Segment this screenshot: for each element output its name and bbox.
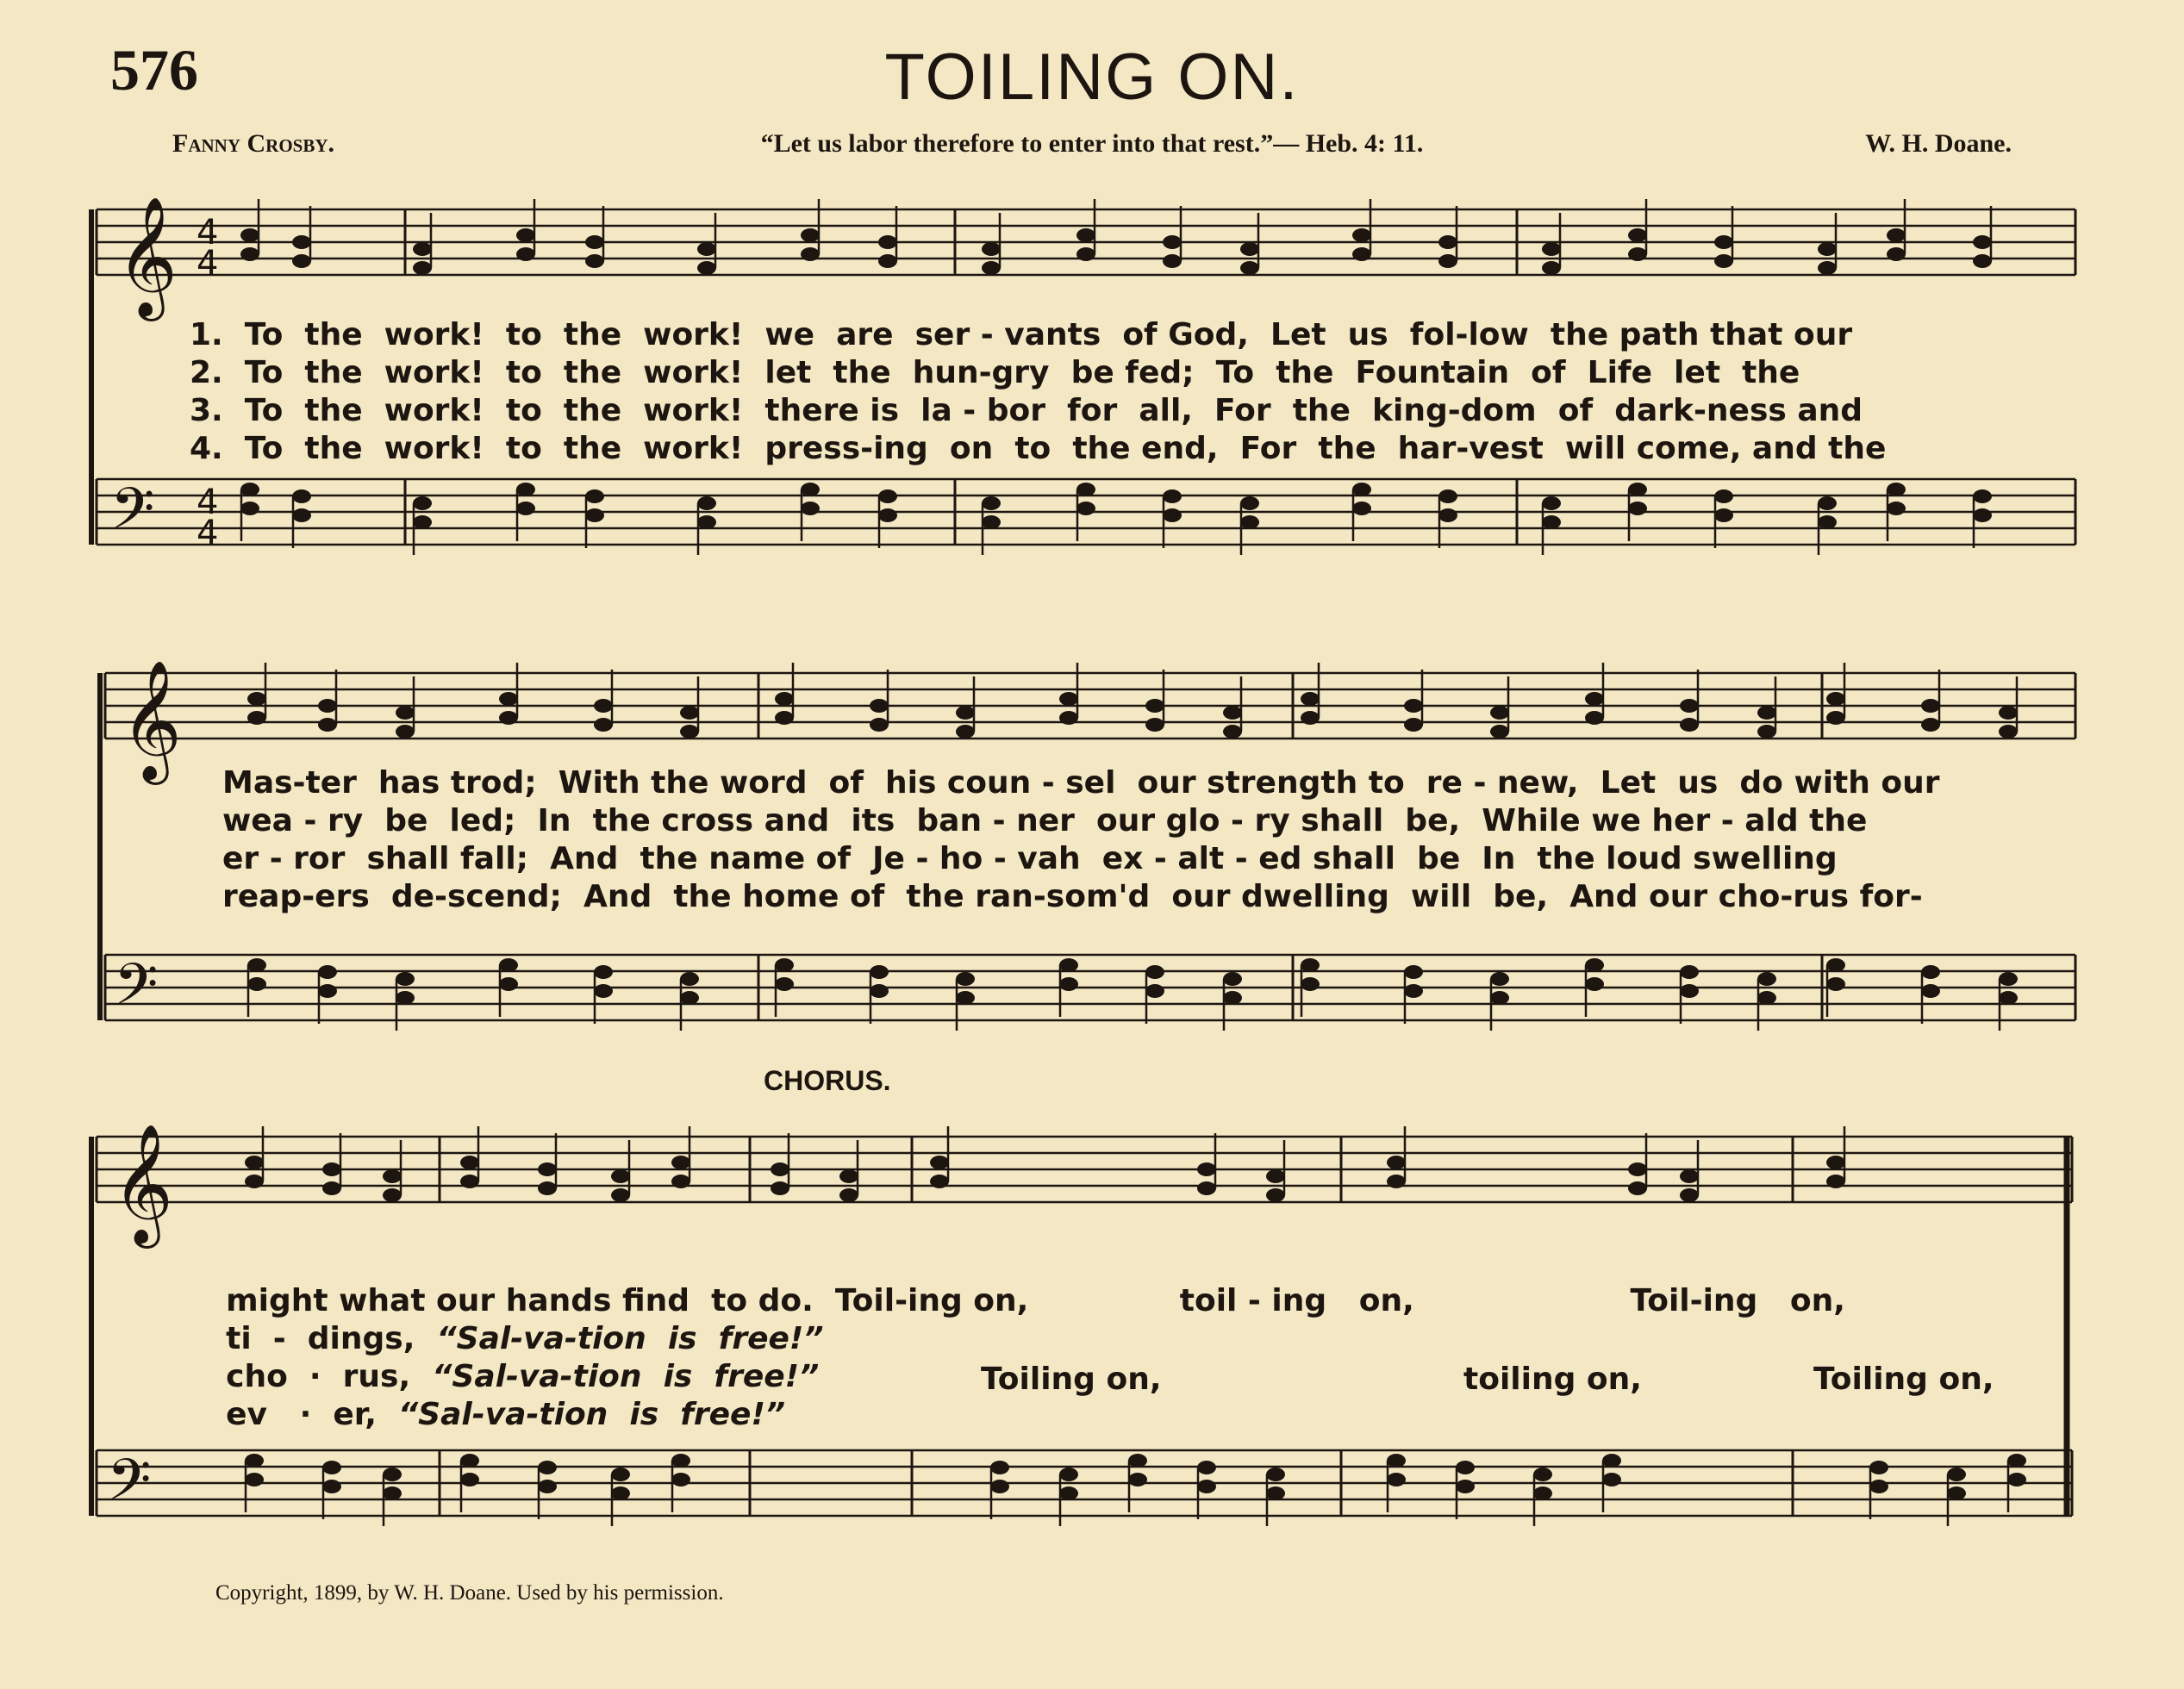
system1-bass-note: [292, 508, 311, 522]
system2-bass-note: [594, 965, 613, 979]
system2-bass-note: [1145, 965, 1164, 979]
bass-clef-icon: 𝄢: [110, 476, 155, 556]
system1-bass-note: [1887, 502, 1906, 515]
system1-treble-note: [516, 247, 535, 261]
system3-treble-note: [1680, 1169, 1699, 1183]
system1-treble-note: [801, 247, 820, 261]
system2-bass-note: [1585, 977, 1604, 991]
system1-treble-note: [1628, 228, 1647, 242]
system2-bass-note: [1301, 977, 1320, 991]
system3-treble-note: [383, 1188, 402, 1202]
verse-4-line-1: 4. To the work! to the work! press-ing on to the end, For the har-vest will come, and the: [190, 431, 1887, 466]
system3-bass-note: [2007, 1473, 2026, 1486]
system3-treble-note: [245, 1175, 264, 1188]
system2-treble-note: [1223, 706, 1242, 720]
system2-treble-note: [680, 725, 699, 739]
system1-treble-note: [240, 247, 259, 261]
system3-bass-note: [990, 1480, 1009, 1493]
system1-bass-note: [240, 483, 259, 496]
system2-treble-note: [1059, 692, 1078, 706]
system1-bass-note: [1818, 515, 1837, 529]
system3-treble-note: [322, 1162, 341, 1176]
system2-bass-note: [870, 984, 889, 998]
system3-treble-note: [611, 1188, 630, 1202]
system1-bass-note: [878, 489, 897, 503]
system1-bass-note: [1714, 508, 1733, 522]
system2-bass-note: [1223, 991, 1242, 1005]
system3-bass-note: [1059, 1468, 1078, 1481]
system3-bass-note: [1456, 1461, 1475, 1474]
system2-bass-note: [594, 984, 613, 998]
system3-treble-note: [1628, 1162, 1647, 1176]
system3-bass-note: [1266, 1486, 1285, 1500]
system3-bass-note: [1602, 1454, 1621, 1468]
system1-bass-note: [1163, 508, 1182, 522]
system2-bass-note: [1404, 984, 1423, 998]
system3-treble-note: [1197, 1162, 1216, 1176]
system2-treble-note: [1404, 699, 1423, 713]
system1-treble-note: [1076, 247, 1095, 261]
system2-treble-note: [1999, 725, 2018, 739]
system1-bass-note: [801, 483, 820, 496]
system3-bass-note: [460, 1473, 479, 1486]
verse-2-line-2: wea - ry be led; In the cross and its ban - ner our glo - ry shall be, While we her - ald the: [222, 803, 1868, 838]
chorus-label: CHORUS.: [764, 1065, 891, 1096]
system2-bass-note: [870, 965, 889, 979]
system2-bass-note: [1490, 972, 1509, 986]
system3-treble-note: [671, 1175, 690, 1188]
system2-treble-note: [870, 718, 889, 732]
system2-treble-note: [247, 692, 266, 706]
system2-treble-note: [1223, 725, 1242, 739]
system3-bass-note: [1947, 1468, 1966, 1481]
system2-treble-note: [247, 711, 266, 725]
system1-treble-note: [878, 254, 897, 268]
system3-treble-note: [771, 1162, 789, 1176]
lyricist-credit: Fanny Crosby.: [172, 129, 335, 158]
system3-treble-note: [839, 1188, 858, 1202]
system1-treble-note: [1887, 228, 1906, 242]
system3-treble-note: [1197, 1181, 1216, 1195]
bass-clef-icon: 𝄢: [114, 951, 159, 1031]
bass-chorus-word-2: toiling on,: [1463, 1362, 1642, 1397]
verse-3-line-1: 3. To the work! to the work! there is la - bor for all, For the king-dom of dark-ness and: [190, 393, 1863, 428]
system2-bass-note: [1921, 984, 1940, 998]
system2-bass-note: [775, 958, 794, 972]
system1-bass-note: [1240, 496, 1259, 510]
system3-bass-note: [1869, 1480, 1888, 1493]
system3-treble-note: [1680, 1188, 1699, 1202]
system2-bass-note: [499, 977, 518, 991]
system1-treble-note: [1076, 228, 1095, 242]
system1-treble-note: [240, 228, 259, 242]
system3-bass-note: [1456, 1480, 1475, 1493]
system2-treble-note: [318, 699, 337, 713]
system3-bass-note: [1197, 1480, 1216, 1493]
composer-credit: W. H. Doane.: [1865, 129, 2012, 158]
system2-treble-note: [1490, 725, 1509, 739]
system1-bass-note: [1352, 502, 1371, 515]
system1-treble-note: [1438, 254, 1457, 268]
system1-bass-note: [1628, 483, 1647, 496]
system1-treble-note: [1628, 247, 1647, 261]
system3-bass-note: [1266, 1468, 1285, 1481]
system3-bass-note: [322, 1480, 341, 1493]
system3-bass-note: [1059, 1486, 1078, 1500]
chorus-treble-words: Toil-ing on, toil - ing on, Toil-ing on,: [834, 1283, 1845, 1318]
time-signature-denominator: 4: [197, 244, 219, 284]
system3-bass-note: [611, 1468, 630, 1481]
system1-bass-note: [1542, 496, 1561, 510]
system2-treble-note: [1059, 711, 1078, 725]
system1-bass-note: [1076, 502, 1095, 515]
system3-bass-note: [1128, 1473, 1147, 1486]
system3-bass-note: [1387, 1454, 1406, 1468]
scripture-reference: “Let us labor therefore to enter into that rest.”— Heb. 4: 11.: [760, 129, 1424, 158]
system3-bass-note: [1533, 1468, 1552, 1481]
system2-bass-note: [956, 972, 975, 986]
system2-treble-note: [1757, 706, 1776, 720]
system2-treble-note: [956, 725, 975, 739]
system2-treble-note: [870, 699, 889, 713]
system1-bass-note: [1438, 508, 1457, 522]
system3-treble-note: [839, 1169, 858, 1183]
copyright-notice: Copyright, 1899, by W. H. Doane. Used by his permission.: [215, 1581, 724, 1605]
verse-3-line-3-start: cho · rus,: [226, 1359, 411, 1394]
system1-bass-note: [1076, 483, 1095, 496]
page-number: 576: [110, 37, 198, 103]
verse-1-line-3-start: might what our hands find to do.: [226, 1283, 814, 1318]
system2-treble-note: [1145, 699, 1164, 713]
system1-treble-note: [1818, 261, 1837, 275]
system2-treble-note: [1921, 718, 1940, 732]
time-signature-numerator: 4: [197, 213, 219, 252]
system3-treble-note: [1387, 1156, 1406, 1169]
system2-bass-note: [1301, 958, 1320, 972]
system1-bass-note: [878, 508, 897, 522]
system2-treble-note: [318, 718, 337, 732]
system1-treble-note: [585, 235, 604, 249]
verse-4-line-2: reap-ers de-scend; And the home of the ran-som'd our dwelling will be, And our cho-rus for-: [222, 879, 1923, 914]
system1-bass-note: [982, 496, 1001, 510]
system1-treble-note: [697, 261, 716, 275]
system1-treble-note: [1163, 254, 1182, 268]
system3-treble-note: [1266, 1169, 1285, 1183]
system1-bass-note: [1438, 489, 1457, 503]
verse-2-line-3-start: ti - dings,: [226, 1321, 415, 1356]
time-signature-denominator: 4: [197, 514, 219, 553]
system1-bass-note: [1240, 515, 1259, 529]
system3-bass-note: [245, 1473, 264, 1486]
system3-bass-note: [383, 1468, 402, 1481]
system3-treble-note: [1826, 1175, 1845, 1188]
system1-bass-note: [1887, 483, 1906, 496]
system3-bass-note: [671, 1473, 690, 1486]
treble-clef-icon: 𝄞: [116, 196, 178, 316]
system2-bass-note: [680, 972, 699, 986]
system2-treble-note: [1585, 692, 1604, 706]
system2-treble-note: [1680, 718, 1699, 732]
verse-2-salvation: “Sal-va-tion is free!”: [436, 1321, 824, 1356]
system1-bass-note: [982, 515, 1001, 529]
system1-treble-note: [413, 242, 432, 256]
system2-bass-note: [318, 984, 337, 998]
system2-bass-note: [1585, 958, 1604, 972]
system3-treble-note: [930, 1156, 949, 1169]
time-signature-numerator: 4: [197, 483, 219, 522]
system2-treble-note: [594, 718, 613, 732]
verse-4-line-3-start: ev · er,: [226, 1397, 377, 1432]
system2-bass-note: [1145, 984, 1164, 998]
system1-treble-note: [1542, 261, 1561, 275]
system2-bass-note: [1490, 991, 1509, 1005]
verse-2-line-1: 2. To the work! to the work! let the hun-gry be fed; To the Fountain of Life let the: [190, 355, 1800, 390]
system1-treble-note: [585, 254, 604, 268]
system3-treble-note: [1266, 1188, 1285, 1202]
treble-clef-icon: 𝄞: [121, 660, 182, 780]
system1-treble-note: [1973, 254, 1992, 268]
system2-bass-note: [1680, 965, 1699, 979]
system3-bass-note: [538, 1480, 557, 1493]
system1-bass-note: [1628, 502, 1647, 515]
system3-treble-note: [930, 1175, 949, 1188]
system1-treble-note: [1818, 242, 1837, 256]
bass-clef-icon: 𝄢: [107, 1447, 152, 1527]
system2-treble-note: [680, 706, 699, 720]
system3-bass-note: [1387, 1473, 1406, 1486]
system3-bass-note: [383, 1486, 402, 1500]
system1-treble-note: [292, 254, 311, 268]
verse-3-salvation: “Sal-va-tion is free!”: [432, 1359, 820, 1394]
system1-treble-note: [1352, 228, 1371, 242]
system2-bass-note: [775, 977, 794, 991]
system2-treble-note: [1404, 718, 1423, 732]
system1-treble-note: [1163, 235, 1182, 249]
system1-bass-note: [1352, 483, 1371, 496]
system2-treble-note: [775, 711, 794, 725]
system2-treble-note: [1585, 711, 1604, 725]
system2-bass-note: [247, 977, 266, 991]
system3-bass-note: [2007, 1454, 2026, 1468]
system1-treble-note: [1714, 235, 1733, 249]
system1-bass-note: [292, 489, 311, 503]
system2-treble-note: [1490, 706, 1509, 720]
system2-bass-note: [1059, 977, 1078, 991]
system3-bass-note: [1602, 1473, 1621, 1486]
system2-treble-note: [1826, 692, 1845, 706]
system2-treble-note: [499, 711, 518, 725]
verse-3-line-2: er - ror shall fall; And the name of Je - ho - vah ex - alt - ed shall be In the loud swelling: [222, 841, 1838, 876]
system1-bass-note: [585, 489, 604, 503]
system3-bass-note: [611, 1486, 630, 1500]
system2-treble-note: [775, 692, 794, 706]
system1-bass-note: [1542, 515, 1561, 529]
system2-treble-note: [1921, 699, 1940, 713]
system2-treble-note: [1301, 711, 1320, 725]
system3-bass-note: [1533, 1486, 1552, 1500]
system3-treble-note: [611, 1169, 630, 1183]
system1-treble-note: [1542, 242, 1561, 256]
verse-1-line-1: 1. To the work! to the work! we are ser - vants of God, Let us fol-low the path that our: [190, 317, 1853, 352]
hymn-title: TOILING ON.: [884, 41, 1300, 114]
system2-treble-note: [1301, 692, 1320, 706]
verse-1-line-2: Mas-ter has trod; With the word of his coun - sel our strength to re - new, Let us do with our: [222, 765, 1940, 801]
system2-treble-note: [956, 706, 975, 720]
system2-treble-note: [1999, 706, 2018, 720]
system1-bass-note: [801, 502, 820, 515]
system2-bass-note: [1223, 972, 1242, 986]
system3-bass-note: [1128, 1454, 1147, 1468]
system1-bass-note: [1973, 489, 1992, 503]
system3-treble-note: [460, 1156, 479, 1169]
system2-bass-note: [318, 965, 337, 979]
system2-treble-note: [1757, 725, 1776, 739]
system1-treble-note: [1352, 247, 1371, 261]
treble-clef-icon: 𝄞: [112, 1124, 173, 1243]
system3-treble-note: [460, 1175, 479, 1188]
system1-bass-note: [697, 496, 716, 510]
system1-treble-note: [1714, 254, 1733, 268]
system3-bass-note: [990, 1461, 1009, 1474]
system2-bass-note: [680, 991, 699, 1005]
system1-treble-note: [516, 228, 535, 242]
system3-treble-note: [1826, 1156, 1845, 1169]
system2-treble-note: [396, 725, 415, 739]
system1-treble-note: [1240, 261, 1259, 275]
system3-treble-note: [771, 1181, 789, 1195]
system1-treble-note: [801, 228, 820, 242]
system2-bass-note: [1059, 958, 1078, 972]
system3-bass-note: [1869, 1461, 1888, 1474]
system2-treble-note: [396, 706, 415, 720]
bass-chorus-word-1: Toiling on,: [981, 1362, 1162, 1397]
system2-bass-note: [499, 958, 518, 972]
verse-4-salvation: “Sal-va-tion is free!”: [398, 1397, 786, 1432]
system3-treble-note: [322, 1181, 341, 1195]
system3-bass-note: [1947, 1486, 1966, 1500]
system1-treble-note: [982, 242, 1001, 256]
system1-treble-note: [292, 235, 311, 249]
system1-treble-note: [982, 261, 1001, 275]
verse-4-line-3: [183, 1362, 785, 1468]
system1-treble-note: [1240, 242, 1259, 256]
system1-bass-note: [1163, 489, 1182, 503]
system3-treble-note: [538, 1162, 557, 1176]
system1-treble-note: [878, 235, 897, 249]
system1-bass-note: [1714, 489, 1733, 503]
system1-bass-note: [240, 502, 259, 515]
system1-treble-note: [1973, 235, 1992, 249]
system1-treble-note: [1887, 247, 1906, 261]
system2-bass-note: [1826, 958, 1845, 972]
system2-bass-note: [1680, 984, 1699, 998]
system2-bass-note: [1921, 965, 1940, 979]
system2-bass-note: [396, 972, 415, 986]
system2-treble-note: [499, 692, 518, 706]
system1-treble-note: [1438, 235, 1457, 249]
system1-bass-note: [413, 515, 432, 529]
bass-chorus-word-3: Toiling on,: [1813, 1362, 1994, 1397]
system3-bass-note: [1197, 1461, 1216, 1474]
system2-treble-note: [1826, 711, 1845, 725]
system1-bass-note: [585, 508, 604, 522]
system1-treble-note: [697, 242, 716, 256]
system1-bass-note: [697, 515, 716, 529]
system2-bass-note: [1999, 991, 2018, 1005]
system2-bass-note: [247, 958, 266, 972]
system2-treble-note: [1680, 699, 1699, 713]
system1-bass-note: [516, 502, 535, 515]
system2-bass-note: [1404, 965, 1423, 979]
system2-bass-note: [1757, 991, 1776, 1005]
system3-treble-note: [1628, 1181, 1647, 1195]
system1-bass-note: [1818, 496, 1837, 510]
system2-bass-note: [396, 991, 415, 1005]
system3-treble-note: [671, 1156, 690, 1169]
system3-treble-note: [383, 1169, 402, 1183]
system2-bass-note: [1757, 972, 1776, 986]
system3-treble-note: [538, 1181, 557, 1195]
system2-treble-note: [594, 699, 613, 713]
system3-treble-note: [245, 1156, 264, 1169]
system1-bass-note: [413, 496, 432, 510]
system2-bass-note: [956, 991, 975, 1005]
system2-bass-note: [1826, 977, 1845, 991]
system1-bass-note: [1973, 508, 1992, 522]
system2-treble-note: [1145, 718, 1164, 732]
system2-bass-note: [1999, 972, 2018, 986]
system3-treble-note: [1387, 1175, 1406, 1188]
system1-treble-note: [413, 261, 432, 275]
system1-bass-note: [516, 483, 535, 496]
